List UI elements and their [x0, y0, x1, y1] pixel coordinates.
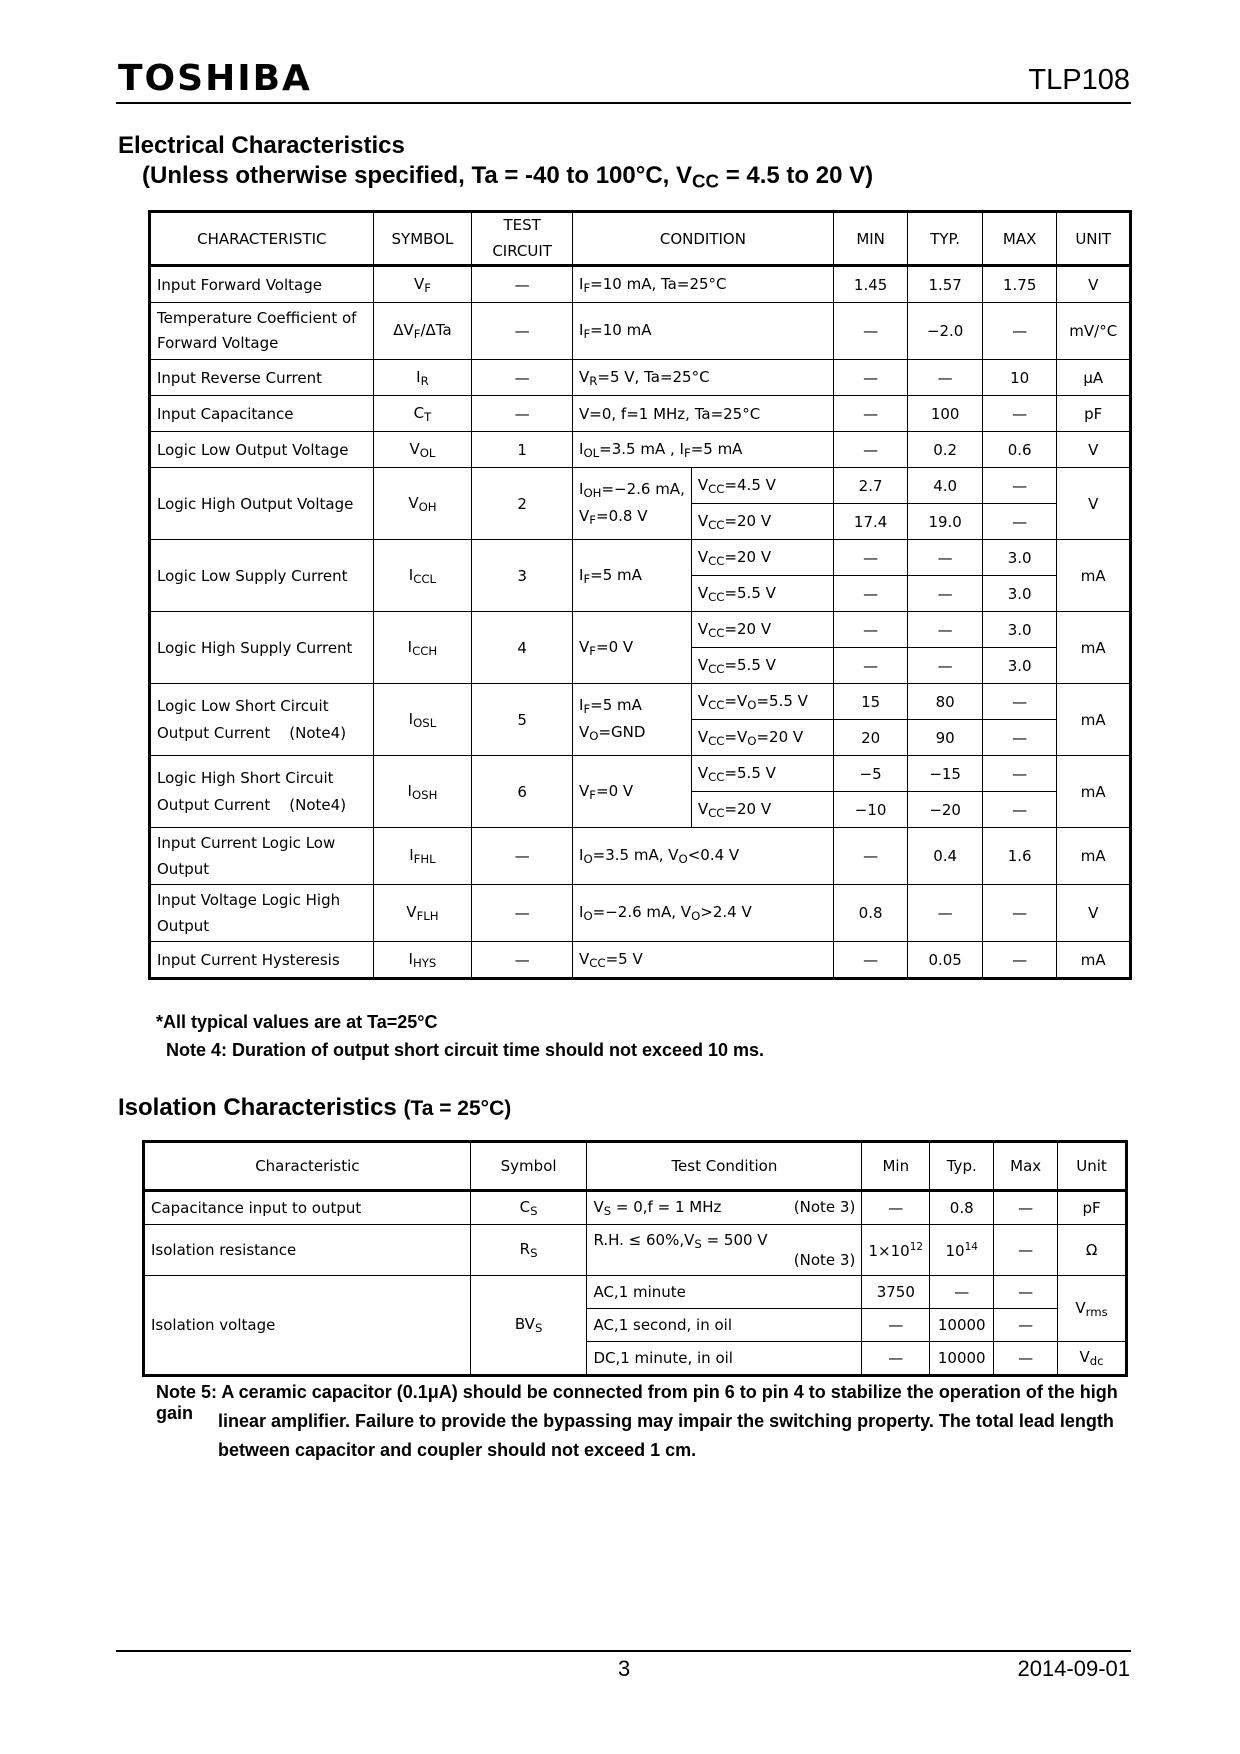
table-header-row	[144, 1142, 1127, 1191]
cell-min: 15	[833, 684, 908, 720]
cell-min: $1\times 10^{12}$	[862, 1225, 930, 1276]
cell-cond: AC,1 second, in oil	[587, 1309, 862, 1342]
col-typ: Typ.	[930, 1142, 994, 1191]
cell-subcond: $V_{CC}=5.5$ V	[691, 756, 833, 792]
cell-max: 1.75	[982, 266, 1057, 303]
cell-unit: mA	[1057, 942, 1131, 979]
cell-tc: —	[472, 266, 573, 303]
cell-symbol: $V_{OL}$	[373, 432, 472, 468]
cell-typ: 1.57	[908, 266, 983, 303]
table-header-row	[150, 212, 1131, 266]
cell-typ: —	[908, 360, 983, 396]
cell-typ: 80	[908, 684, 983, 720]
cell-char: Input Forward Voltage	[150, 266, 374, 303]
cell-unit: pF	[1057, 396, 1131, 432]
cell-subcond: $V_{CC}=V_O=20$ V	[691, 720, 833, 756]
cell-symbol: $BV_S$	[470, 1276, 587, 1376]
cell-typ: —	[908, 885, 983, 942]
note-typical: *All typical values are at Ta=25°C	[156, 1012, 438, 1032]
cell-typ: 19.0	[908, 504, 983, 540]
cell-typ: 0.2	[908, 432, 983, 468]
cell-tc: 3	[472, 540, 573, 612]
electrical-table	[148, 210, 1132, 980]
cell-char: Input Capacitance	[150, 396, 374, 432]
cell-symbol: $I_R$	[373, 360, 472, 396]
cell-char: Input Reverse Current	[150, 360, 374, 396]
cell-min: −5	[833, 756, 908, 792]
cell-char: Input Current Logic Low Output	[150, 828, 374, 885]
cell-max: —	[982, 468, 1057, 504]
cell-cond: $I_F=10$ mA, Ta=25°C	[573, 266, 834, 303]
cell-min: 2.7	[833, 468, 908, 504]
header-rule	[116, 102, 1131, 104]
cell-tc: 2	[472, 468, 573, 540]
cell-tc: 5	[472, 684, 573, 756]
cell-symbol: $I_{FHL}$	[373, 828, 472, 885]
cell-min: −10	[833, 792, 908, 828]
table-row	[150, 885, 1131, 942]
col-characteristic: CHARACTERISTIC	[150, 212, 374, 266]
cell-typ: 90	[908, 720, 983, 756]
cell-symbol: $\Delta V_F$/ΔTa	[373, 303, 472, 360]
cell-symbol: $I_{CCL}$	[373, 540, 472, 612]
cell-unit: V	[1057, 432, 1131, 468]
cell-max: 3.0	[982, 612, 1057, 648]
cell-min: —	[833, 942, 908, 979]
cell-char: Input Current Hysteresis	[150, 942, 374, 979]
cell-symbol: $V_{OH}$	[373, 468, 472, 540]
cell-symbol: $I_{HYS}$	[373, 942, 472, 979]
cell-typ: 4.0	[908, 468, 983, 504]
cell-tc: 4	[472, 612, 573, 684]
cell-tc: —	[472, 360, 573, 396]
cell-symbol: $C_T$	[373, 396, 472, 432]
cell-tc: —	[472, 885, 573, 942]
cell-max: —	[982, 684, 1057, 720]
cell-typ: 0.8	[930, 1191, 994, 1225]
cell-min: —	[833, 648, 908, 684]
cell-min: —	[862, 1309, 930, 1342]
cell-symbol: $I_{OSH}$	[373, 756, 472, 828]
cell-max: —	[994, 1276, 1058, 1309]
cell-cond: $V_F=0$ V	[573, 756, 692, 828]
cell-typ: 10000	[930, 1309, 994, 1342]
cell-max: 3.0	[982, 576, 1057, 612]
cell-unit: mA	[1057, 684, 1131, 756]
cell-typ: 100	[908, 396, 983, 432]
cell-cond: $I_F=5$ mA $V_O=GND$	[573, 684, 692, 756]
cell-subcond: $V_{CC}=20$ V	[691, 612, 833, 648]
cell-unit: $V_{rms}$	[1058, 1276, 1127, 1342]
cell-subcond: $V_{CC}=4.5$ V	[691, 468, 833, 504]
cell-typ: $10^{14}$	[930, 1225, 994, 1276]
cell-tc: —	[472, 942, 573, 979]
cell-max: —	[994, 1225, 1058, 1276]
cell-min: —	[833, 540, 908, 576]
cell-max: 3.0	[982, 648, 1057, 684]
cell-char: Logic Low Output Voltage	[150, 432, 374, 468]
cell-char: Logic High Short Circuit Output Current (Note4)	[150, 756, 374, 828]
cell-unit: mA	[1057, 540, 1131, 612]
cell-tc: —	[472, 396, 573, 432]
col-unit: Unit	[1058, 1142, 1127, 1191]
table-row	[150, 432, 1131, 468]
cell-char: Logic High Output Voltage	[150, 468, 374, 540]
cell-min: 0.8	[833, 885, 908, 942]
cell-unit: V	[1057, 468, 1131, 540]
cell-tc: 6	[472, 756, 573, 828]
cell-min: 1.45	[833, 266, 908, 303]
cell-subcond: $V_{CC}=V_O=5.5$ V	[691, 684, 833, 720]
cell-subcond: $V_{CC}=5.5$ V	[691, 576, 833, 612]
table-row	[150, 942, 1131, 979]
table-row	[150, 828, 1131, 885]
cell-max: —	[982, 504, 1057, 540]
cell-typ: 0.4	[908, 828, 983, 885]
cell-symbol: $I_{CCH}$	[373, 612, 472, 684]
cell-unit: $V_{dc}$	[1058, 1342, 1127, 1376]
col-condition: Test Condition	[587, 1142, 862, 1191]
part-number: TLP108	[1028, 64, 1130, 96]
cell-max: —	[994, 1191, 1058, 1225]
table-row	[150, 468, 1131, 504]
cell-char: Isolation voltage	[144, 1276, 471, 1376]
cell-min: —	[833, 612, 908, 648]
col-min: Min	[862, 1142, 930, 1191]
cell-min: —	[833, 576, 908, 612]
table-row	[150, 756, 1131, 792]
note-5-line1: Note 5: A ceramic capacitor (0.1μA) should be connected from pin 6 to pin 4 to stabilize the operation of the high gain	[156, 1382, 1118, 1423]
cell-tc: —	[472, 828, 573, 885]
cell-cond: $V_S = 0,f = 1$ MHz (Note 3)	[587, 1191, 862, 1225]
cell-typ: −2.0	[908, 303, 983, 360]
col-max: MAX	[982, 212, 1057, 266]
cell-min: 3750	[862, 1276, 930, 1309]
cell-cond: $I_{OL}=3.5$ mA , $I_F=5$ mA	[573, 432, 834, 468]
cell-unit: μA	[1057, 360, 1131, 396]
cell-char: Logic High Supply Current	[150, 612, 374, 684]
table-row	[150, 612, 1131, 648]
table-row	[150, 266, 1131, 303]
cell-subcond: $V_{CC}=20$ V	[691, 504, 833, 540]
cell-min: —	[833, 432, 908, 468]
col-characteristic: Characteristic	[144, 1142, 471, 1191]
cell-cond: $I_O=-2.6$ mA, $V_O>2.4$ V	[573, 885, 834, 942]
cell-typ: —	[930, 1276, 994, 1309]
cell-typ: 0.05	[908, 942, 983, 979]
cell-unit: V	[1057, 266, 1131, 303]
cell-unit: pF	[1058, 1191, 1127, 1225]
cell-typ: —	[908, 612, 983, 648]
cell-unit: mA	[1057, 828, 1131, 885]
col-unit: UNIT	[1057, 212, 1131, 266]
cell-min: 17.4	[833, 504, 908, 540]
col-symbol: Symbol	[470, 1142, 587, 1191]
cell-tc: 1	[472, 432, 573, 468]
cell-max: —	[994, 1309, 1058, 1342]
footer-rule	[116, 1650, 1131, 1652]
cell-max: 0.6	[982, 432, 1057, 468]
page-number: 3	[618, 1656, 631, 1681]
isolation-table	[142, 1140, 1128, 1377]
cell-char: Input Voltage Logic High Output	[150, 885, 374, 942]
cell-max: —	[982, 942, 1057, 979]
cell-typ: —	[908, 540, 983, 576]
col-test-circuit: TEST CIRCUIT	[472, 212, 573, 266]
cell-min: —	[833, 828, 908, 885]
cell-max: —	[982, 756, 1057, 792]
cell-symbol: $C_S$	[470, 1191, 587, 1225]
cell-max: 1.6	[982, 828, 1057, 885]
cell-max: —	[982, 396, 1057, 432]
cell-char: Temperature Coefficient of Forward Voltage	[150, 303, 374, 360]
cell-cond: $I_O=3.5$ mA, $V_O<0.4$ V	[573, 828, 834, 885]
table-row	[150, 684, 1131, 720]
table-row	[144, 1191, 1127, 1225]
cell-cond: $I_{OH}=-2.6$ mA, $V_F=0.8$ V	[573, 468, 692, 540]
cell-unit: mV/°C	[1057, 303, 1131, 360]
cell-char: Logic Low Supply Current	[150, 540, 374, 612]
cell-tc: —	[472, 303, 573, 360]
cell-char: Isolation resistance	[144, 1225, 471, 1276]
cell-min: —	[862, 1191, 930, 1225]
cell-symbol: $V_{FLH}$	[373, 885, 472, 942]
cell-max: —	[982, 720, 1057, 756]
cell-cond: R.H. ≤ $60\%,V_S = 500$ V (Note 3)	[587, 1225, 862, 1276]
cell-max: —	[982, 303, 1057, 360]
note-5-line3: between capacitor and coupler should not exceed 1 cm.	[218, 1440, 697, 1460]
cell-min: —	[833, 360, 908, 396]
cell-min: —	[833, 303, 908, 360]
note-4: Note 4: Duration of output short circuit time should not exceed 10 ms.	[166, 1040, 765, 1060]
table-row	[150, 540, 1131, 576]
cell-unit: mA	[1057, 756, 1131, 828]
cell-symbol: $R_S$	[470, 1225, 587, 1276]
cell-cond: $V_F=0$ V	[573, 612, 692, 684]
cell-min: —	[862, 1342, 930, 1376]
cell-unit: Ω	[1058, 1225, 1127, 1276]
col-symbol: SYMBOL	[373, 212, 472, 266]
cell-max: —	[982, 792, 1057, 828]
col-min: MIN	[833, 212, 908, 266]
cell-cond: V=0, f=1 MHz, Ta=25°C	[573, 396, 834, 432]
cell-unit: mA	[1057, 612, 1131, 684]
cell-unit: V	[1057, 885, 1131, 942]
col-max: Max	[994, 1142, 1058, 1191]
table-row	[150, 303, 1131, 360]
cell-subcond: $V_{CC}=20$ V	[691, 792, 833, 828]
cell-subcond: $V_{CC}=20$ V	[691, 540, 833, 576]
cell-max: 3.0	[982, 540, 1057, 576]
cell-min: 20	[833, 720, 908, 756]
cell-cond: AC,1 minute	[587, 1276, 862, 1309]
table-row	[150, 396, 1131, 432]
cell-max: 10	[982, 360, 1057, 396]
cell-subcond: $V_{CC}=5.5$ V	[691, 648, 833, 684]
cell-max: —	[982, 885, 1057, 942]
toshiba-logo: TOSHIBA	[118, 58, 312, 99]
cell-cond: $V_R=5$ V, Ta=25°C	[573, 360, 834, 396]
cell-symbol: $I_{OSL}$	[373, 684, 472, 756]
cell-typ: —	[908, 576, 983, 612]
isolation-title: Isolation Characteristics (Ta = 25°C)	[118, 1094, 512, 1121]
electrical-title: Electrical Characteristics	[118, 132, 405, 159]
footer-date: 2014-09-01	[1017, 1656, 1130, 1681]
cell-cond: DC,1 minute, in oil	[587, 1342, 862, 1376]
table-row	[144, 1276, 1127, 1309]
cell-max: —	[994, 1342, 1058, 1376]
cell-symbol: $V_F$	[373, 266, 472, 303]
cell-char: Logic Low Short Circuit Output Current (Note4)	[150, 684, 374, 756]
cell-cond: $I_F=5$ mA	[573, 540, 692, 612]
cell-cond: $V_{CC}=5$ V	[573, 942, 834, 979]
table-row	[150, 360, 1131, 396]
cell-char: Capacitance input to output	[144, 1191, 471, 1225]
col-condition: CONDITION	[573, 212, 834, 266]
cell-min: —	[833, 396, 908, 432]
cell-typ: −15	[908, 756, 983, 792]
cell-typ: 10000	[930, 1342, 994, 1376]
table-row	[144, 1225, 1127, 1276]
cell-typ: —	[908, 648, 983, 684]
cell-cond: $I_F=10$ mA	[573, 303, 834, 360]
cell-typ: −20	[908, 792, 983, 828]
electrical-subtitle: (Unless otherwise specified, Ta = -40 to 100°C, $V_{CC} = 4.5$ to 20 V)	[142, 162, 874, 192]
col-typ: TYP.	[908, 212, 983, 266]
note-5-line2: linear amplifier. Failure to provide the bypassing may impair the switching property. The total lead length	[218, 1411, 1114, 1431]
